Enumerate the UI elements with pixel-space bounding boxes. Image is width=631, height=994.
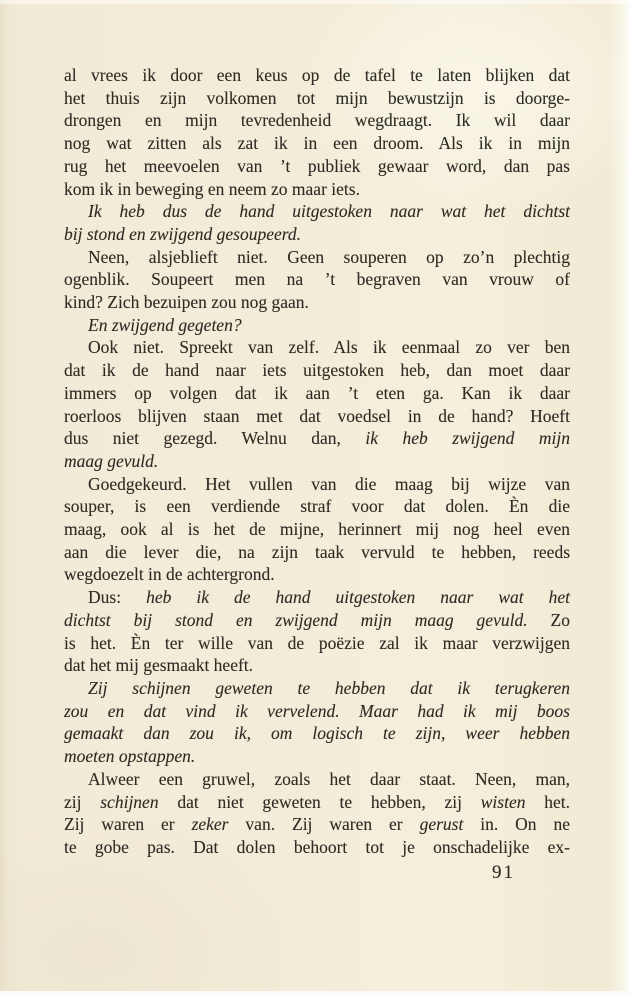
roman-text: drongen en mijn tevredenheid wegdraagt. Ik wil daar [64,110,570,131]
text-line [64,382,570,405]
roman-text: Neen, alsjeblieft niet. Geen souperen op zo’n plechtig [88,246,570,267]
roman-text: souper, is een verdiende straf voor dat dolen. Èn die [64,496,570,517]
text-line [64,836,570,859]
text-line [64,359,570,382]
text-line [64,246,570,269]
text-line [64,87,570,110]
roman-text: Dus: [88,587,147,608]
text-line [64,495,570,518]
roman-text: kind? Zich bezuipen zou nog gaan. [64,292,309,313]
roman-text: in. On ne [463,814,570,835]
roman-text: dus niet gezegd. Welnu dan, [64,428,366,449]
text-line [64,563,570,586]
text-line [64,768,570,791]
roman-text: aan die lever die, na zijn taak vervuld te hebben, reeds [64,541,570,562]
text-line [64,722,570,745]
roman-text: dat het mij gesmaakt heeft. [64,655,254,676]
italic-text: gemaakt dan zou ik, om logisch te zijn, weer hebben [64,723,570,744]
roman-text: dat ik de hand naar iets uitgestoken heb, dan moet daar [64,360,570,381]
text-line [64,586,570,609]
italic-text: moeten opstappen. [64,746,196,767]
italic-text: ik heb zwijgend mijn [365,428,570,449]
roman-text: Zij waren er [64,814,192,835]
text-line [64,677,570,700]
italic-text: zeker [191,814,229,835]
text-line [64,64,570,87]
text-line [64,700,570,723]
page-number: 91 [492,862,515,883]
italic-text: heb ik de hand uitgestoken naar wat het [146,587,570,608]
roman-text: het. [525,791,570,812]
text-block [64,64,570,859]
text-line [64,450,570,473]
roman-text: nog wat zitten als zat ik in een droom. Als ik in mijn [64,133,570,154]
italic-text: zou en dat vind ik vervelend. Maar had ik mij boos [64,700,570,721]
text-line [64,109,570,132]
text-line [64,427,570,450]
text-line [64,132,570,155]
roman-text: wegdoezelt in de achtergrond. [64,564,275,585]
text-line [64,541,570,564]
roman-text: immers op volgen dat ik aan ’t eten ga. Kan ik daar [64,382,570,403]
italic-text: Ik heb dus de hand uitgestoken naar wat het dichtst [88,201,570,222]
roman-text: Zo [527,609,570,630]
italic-text: Zij schijnen geweten te hebben dat ik terugkeren [88,677,570,698]
italic-text: En zwijgend gegeten? [88,314,242,335]
italic-text: dichtst bij stond en zwijgend mijn maag gevuld. [64,609,528,630]
roman-text: ogenblik. Soupeert men na ’t begraven van vrouw of [64,269,570,290]
text-line [64,336,570,359]
text-line [64,791,570,814]
roman-text: kom ik in beweging en neem zo maar iets. [64,178,360,199]
roman-text: maag, ook al is het de mijne, herinnert mij nog heel even [64,519,570,540]
roman-text: te gobe pas. Dat dolen behoort tot je onschadelijke ex- [64,836,570,857]
italic-text: schijnen [100,791,159,812]
text-line [64,223,570,246]
text-line [64,813,570,836]
text-line [64,654,570,677]
roman-text: Goedgekeurd. Het vullen van die maag bij wijze van [88,473,570,494]
italic-text: maag gevuld. [64,450,159,471]
roman-text: zij [64,791,101,812]
text-line [64,291,570,314]
roman-text: al vrees ik door een keus op de tafel te laten blijken dat [64,65,570,85]
roman-text: is het. Èn ter wille van de poëzie zal ik maar verzwijgen [64,632,570,653]
text-line [64,609,570,632]
roman-text: van. Zij waren er [228,814,420,835]
roman-text: Ook niet. Spreekt van zelf. Als ik eenmaal zo ver ben [88,337,570,358]
text-line [64,178,570,201]
text-line [64,200,570,223]
roman-text: het thuis zijn volkomen tot mijn bewustzijn is doorge- [64,87,570,108]
text-line [64,268,570,291]
roman-text: Alweer een gruwel, zoals het daar staat. Neen, man, [88,768,570,789]
text-line [64,518,570,541]
italic-text: bij stond en zwijgend gesoupeerd. [64,223,302,244]
text-line [64,314,570,337]
roman-text: rug het meevoelen van ’t publiek gewaar word, dan pas [64,155,570,176]
roman-text: dat niet geweten te hebben, zij [158,791,481,812]
roman-text: roerloos blijven staan met dat voedsel in de hand? Hoeft [64,405,570,426]
text-line [64,745,570,768]
text-line [64,405,570,428]
italic-text: gerust [419,814,464,835]
text-line [64,473,570,496]
text-line [64,632,570,655]
text-line [64,155,570,178]
italic-text: wisten [480,791,526,812]
